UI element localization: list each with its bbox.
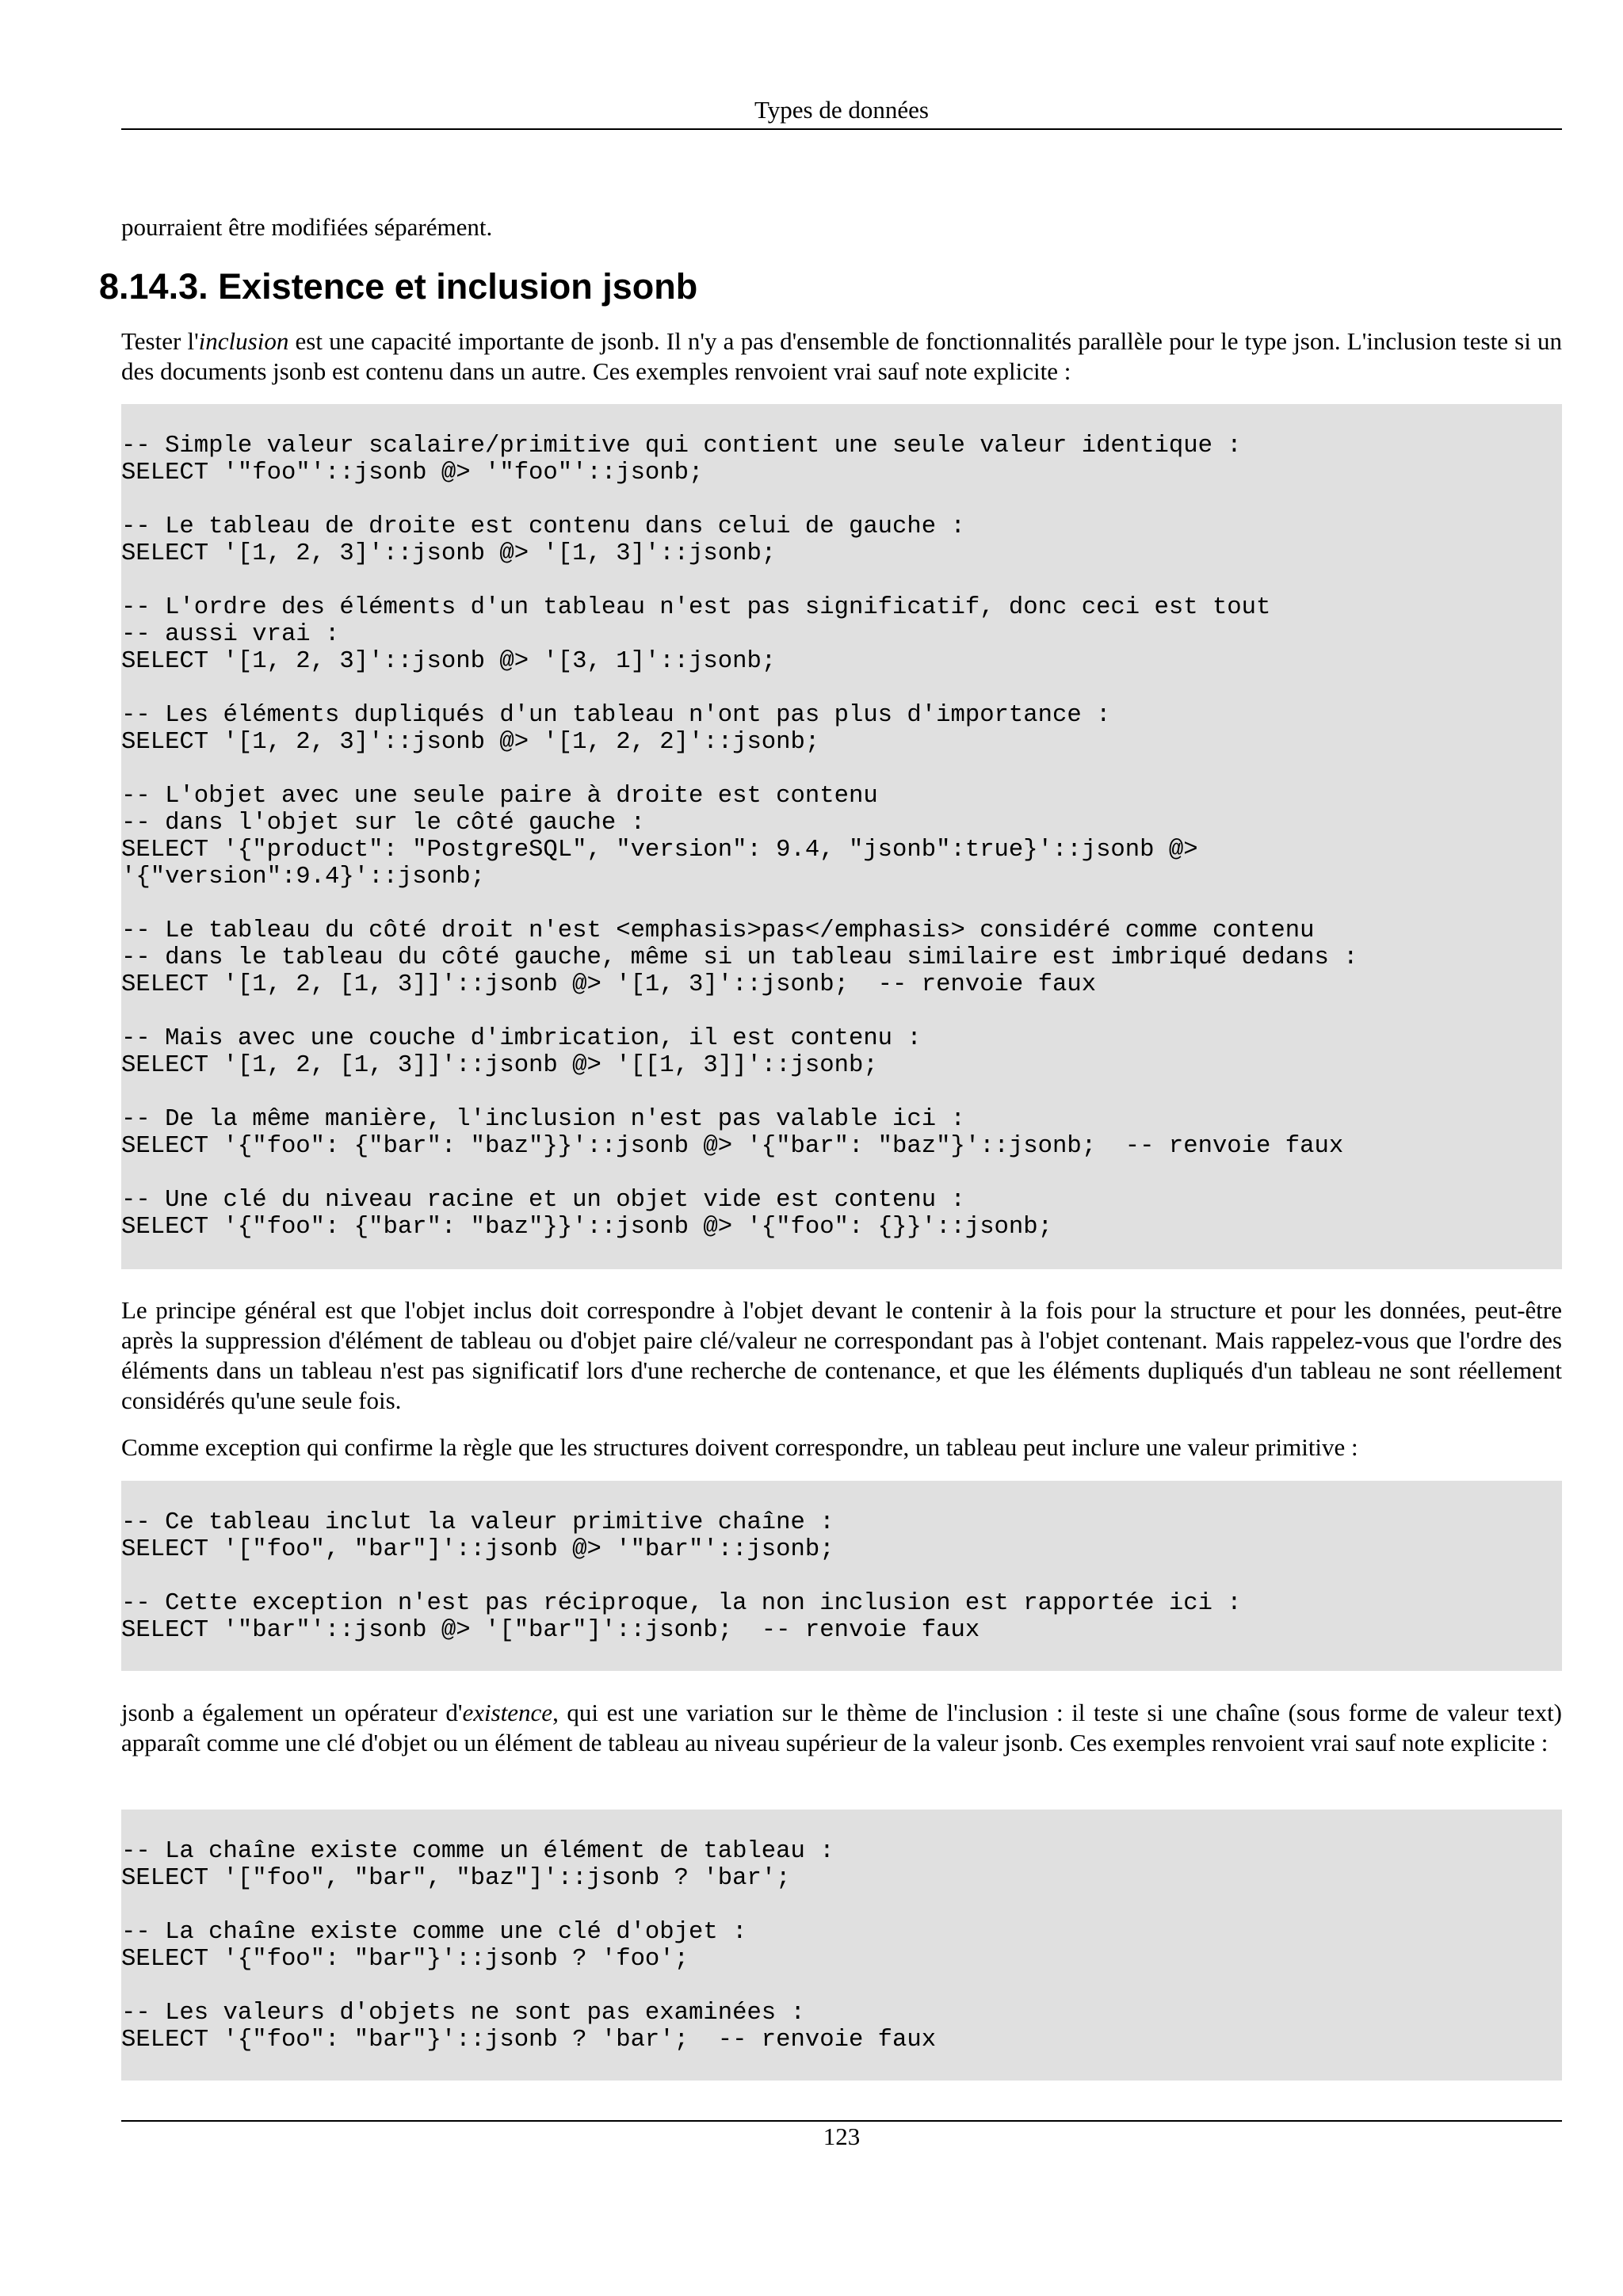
code-snippet: -- Les éléments dupliqués d'un tableau n'ont pas plus d'importance : SELECT '[1, 2, 3]'::jsonb @> '[1, 2, 2]'::jsonb; — [121, 702, 1111, 756]
emphasis-existence: existence — [462, 1699, 553, 1726]
code-blank-line — [121, 1563, 1562, 1590]
paragraph-text: jsonb a également un opérateur d' — [121, 1699, 463, 1726]
code-block-existence-examples — [121, 1810, 1562, 2081]
code-blank-line — [121, 1160, 1562, 1187]
paragraph-existence-intro — [121, 1698, 1562, 1758]
emphasis-inclusion: inclusion — [198, 327, 289, 355]
code-blank-line — [121, 1079, 1562, 1106]
code-blank-line — [121, 998, 1562, 1025]
code-snippet: -- Cette exception n'est pas réciproque, la non inclusion est rapportée ici : SELECT '"bar"'::jsonb @> '["bar"]'::jsonb; -- renvoie faux — [121, 1590, 1242, 1644]
code-blank-line — [121, 486, 1562, 513]
paragraph-inclusion-intro — [121, 326, 1562, 387]
code-snippet: -- La chaîne existe comme une clé d'objet : SELECT '{"foo": "bar"}'::jsonb ? 'foo'; — [121, 1919, 747, 1973]
code-snippet: -- Une clé du niveau racine et un objet vide est contenu : SELECT '{"foo": {"bar": "baz"}}'::jsonb @> '{"foo": {}}'::jsonb; — [121, 1187, 1052, 1241]
code-snippet: -- Ce tableau inclut la valeur primitive chaîne : SELECT '["foo", "bar"]'::jsonb @> '"bar"'::jsonb; — [121, 1509, 834, 1563]
page-number: 123 — [823, 2122, 861, 2150]
running-header: Types de données — [754, 96, 929, 124]
code-snippet: -- La chaîne existe comme un élément de tableau : SELECT '["foo", "bar", "baz"]'::jsonb ? 'bar'; — [121, 1838, 834, 1892]
code-blank-line — [121, 1892, 1562, 1919]
code-snippet: -- L'ordre des éléments d'un tableau n'est pas significatif, donc ceci est tout -- aussi vrai : SELECT '[1, 2, 3]'::jsonb @> '[3, 1]'::jsonb; — [121, 594, 1271, 675]
code-snippet: -- L'objet avec une seule paire à droite est contenu -- dans l'objet sur le côté gauche : SELECT '{"product": "PostgreSQL", "version": 9.4, "jsonb":true}'::jsonb @> '{"version":9.4}'::jsonb; — [121, 783, 1198, 891]
code-blank-line — [121, 675, 1562, 702]
section-heading: 8.14.3. Existence et inclusion jsonb — [99, 266, 698, 307]
paragraph-exception: Comme exception qui confirme la règle que les structures doivent correspondre, un tableau peut inclure une valeur primitive : — [121, 1433, 1358, 1461]
code-blank-line — [121, 567, 1562, 594]
code-snippet: -- Simple valeur scalaire/primitive qui contient une seule valeur identique : SELECT '"foo"'::jsonb @> '"foo"'::jsonb; — [121, 433, 1242, 486]
code-block-inclusion-examples — [121, 404, 1562, 1269]
paragraph-text: Tester l' — [121, 327, 199, 355]
paragraph-text: est une capacité importante de jsonb. Il n'y a pas d'ensemble de fonctionnalités parallèle pour le type json. L'inclusion teste si un des documents jsonb est contenu dans un autre. Ces exemples renvoient vrai sauf note explicite : — [121, 327, 1562, 385]
header-rule — [121, 128, 1562, 130]
paragraph-text: , qui est une variation sur le thème de l'inclusion : il teste si une chaîne (sous forme de valeur text) apparaît comme une clé d'objet ou un élément de tableau au niveau supérieur de la valeur jsonb. Ces exemples renvoient vrai sauf note explicite : — [121, 1699, 1563, 1756]
code-blank-line — [121, 1973, 1562, 2000]
intro-fragment: pourraient être modifiées séparément. — [121, 213, 493, 241]
code-blank-line — [121, 756, 1562, 783]
code-blank-line — [121, 891, 1562, 917]
code-snippet: -- Les valeurs d'objets ne sont pas examinées : SELECT '{"foo": "bar"}'::jsonb ? 'bar'; -- renvoie faux — [121, 2000, 937, 2054]
code-block-exception-examples — [121, 1481, 1562, 1671]
code-snippet: -- De la même manière, l'inclusion n'est pas valable ici : SELECT '{"foo": {"bar": "baz"}}'::jsonb @> '{"bar": "baz"}'::jsonb; -- renvoie faux — [121, 1106, 1344, 1160]
code-snippet: -- Le tableau du côté droit n'est <emphasis>pas</emphasis> considéré comme contenu -- dans le tableau du côté gauche, même si un tableau similaire est imbriqué dedans : SELECT '[1, 2, [1, 3]]'::jsonb @> '[1, 3]'::jsonb; -- renvoie faux — [121, 917, 1358, 998]
code-snippet: -- Mais avec une couche d'imbrication, il est contenu : SELECT '[1, 2, [1, 3]]'::jsonb @> '[[1, 3]]'::jsonb; — [121, 1025, 922, 1079]
code-snippet: -- Le tableau de droite est contenu dans celui de gauche : SELECT '[1, 2, 3]'::jsonb @> '[1, 3]'::jsonb; — [121, 513, 965, 567]
paragraph-general-principle: Le principe général est que l'objet inclus doit correspondre à l'objet devant le contenir à la fois pour la structure et pour les données, peut-être après la suppression d'élément de tableau ou d'objet paire clé/valeur ne correspondant pas à l'objet contenant. Mais rappelez-vous que l'ordre des éléments dans un tableau n'est pas significatif lors d'une recherche de contenance, et que les éléments dupliqués d'un tableau ne sont réellement considérés qu'une seule fois. — [121, 1296, 1562, 1414]
